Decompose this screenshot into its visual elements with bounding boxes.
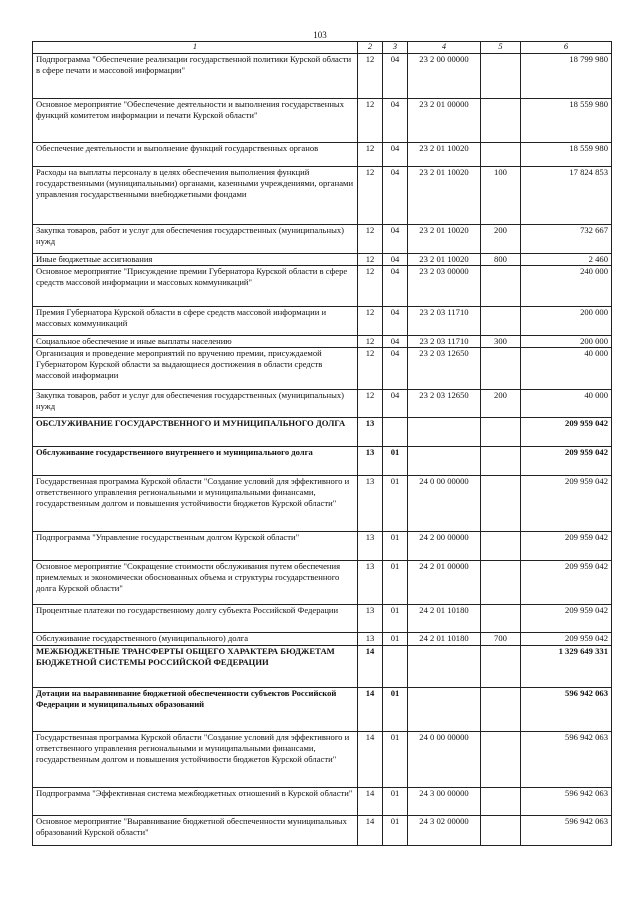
row-amount: 200 000	[521, 307, 612, 336]
table-row	[33, 348, 612, 390]
row-expense-type	[481, 54, 521, 99]
row-amount: 209 959 042	[521, 418, 612, 447]
row-amount: 209 959 042	[521, 633, 612, 646]
row-expense-type	[481, 143, 521, 167]
row-target-item: 23 2 03 12650	[408, 348, 481, 390]
table-row	[33, 418, 612, 447]
table-row	[33, 476, 612, 532]
row-amount: 596 942 063	[521, 732, 612, 788]
column-number-row	[33, 42, 612, 54]
row-name: Подпрограмма "Обеспечение реализации государственной политики Курской области в сфере печати и массовой информации"	[33, 54, 358, 99]
row-section: 13	[358, 605, 383, 633]
row-expense-type: 300	[481, 336, 521, 348]
row-section: 14	[358, 816, 383, 846]
row-name: Организация и проведение мероприятий по вручению премии, присуждаемой Губернатором Курской области за выдающиеся достижения в области средств массовой информации	[33, 348, 358, 390]
table-row	[33, 816, 612, 846]
row-subsection: 01	[383, 532, 408, 561]
row-name: Обслуживание государственного внутреннего и муниципального долга	[33, 447, 358, 476]
row-section: 14	[358, 646, 383, 688]
row-target-item: 23 2 01 10020	[408, 167, 481, 225]
row-subsection: 01	[383, 732, 408, 788]
table-row	[33, 266, 612, 307]
col-header-section: 2	[358, 42, 383, 54]
table-row	[33, 336, 612, 348]
row-expense-type: 100	[481, 167, 521, 225]
row-subsection	[383, 418, 408, 447]
table-row	[33, 732, 612, 788]
row-expense-type	[481, 605, 521, 633]
row-section: 12	[358, 390, 383, 418]
row-amount: 1 329 649 331	[521, 646, 612, 688]
row-section: 12	[358, 225, 383, 254]
row-section: 13	[358, 476, 383, 532]
row-section: 13	[358, 561, 383, 605]
table-row	[33, 307, 612, 336]
table-row	[33, 688, 612, 732]
row-expense-type: 800	[481, 254, 521, 266]
table-row	[33, 532, 612, 561]
row-target-item: 23 2 03 12650	[408, 390, 481, 418]
row-amount: 209 959 042	[521, 561, 612, 605]
row-target-item: 23 2 01 10020	[408, 143, 481, 167]
budget-table	[32, 41, 612, 846]
row-section: 14	[358, 688, 383, 732]
row-section: 12	[358, 167, 383, 225]
row-name: Обеспечение деятельности и выполнение функций государственных органов	[33, 143, 358, 167]
row-section: 12	[358, 254, 383, 266]
row-section: 13	[358, 532, 383, 561]
row-target-item: 24 2 01 10180	[408, 633, 481, 646]
row-section: 12	[358, 307, 383, 336]
col-header-target-item: 4	[408, 42, 481, 54]
page-number: 103	[313, 30, 327, 40]
row-amount: 2 460	[521, 254, 612, 266]
row-expense-type: 200	[481, 390, 521, 418]
row-subsection: 04	[383, 254, 408, 266]
row-subsection: 04	[383, 348, 408, 390]
row-target-item: 23 2 03 11710	[408, 336, 481, 348]
row-name: Социальное обеспечение и иные выплаты населению	[33, 336, 358, 348]
row-section: 12	[358, 266, 383, 307]
table-row	[33, 254, 612, 266]
row-name: Обслуживание государственного (муниципального) долга	[33, 633, 358, 646]
row-name: Основное мероприятие "Сокращение стоимости обслуживания путем обеспечения приемлемых и экономически обоснованных объема и структуры государственного долга Курской области"	[33, 561, 358, 605]
row-amount: 18 799 980	[521, 54, 612, 99]
row-name: МЕЖБЮДЖЕТНЫЕ ТРАНСФЕРТЫ ОБЩЕГО ХАРАКТЕРА БЮДЖЕТАМ БЮДЖЕТНОЙ СИСТЕМЫ РОССИЙСКОЙ ФЕДЕРАЦИИ	[33, 646, 358, 688]
row-expense-type	[481, 561, 521, 605]
table-row	[33, 143, 612, 167]
row-expense-type	[481, 646, 521, 688]
table-row	[33, 54, 612, 99]
row-expense-type	[481, 307, 521, 336]
row-subsection: 01	[383, 633, 408, 646]
row-section: 12	[358, 336, 383, 348]
table-row	[33, 167, 612, 225]
col-header-name: 1	[33, 42, 358, 54]
row-name: Подпрограмма "Эффективная система межбюджетных отношений в Курской области"	[33, 788, 358, 816]
row-expense-type	[481, 418, 521, 447]
row-subsection: 04	[383, 99, 408, 143]
row-subsection: 04	[383, 225, 408, 254]
row-subsection: 04	[383, 143, 408, 167]
row-name: Подпрограмма "Управление государственным долгом Курской области"	[33, 532, 358, 561]
table-row	[33, 605, 612, 633]
row-section: 12	[358, 348, 383, 390]
row-target-item: 24 2 01 10180	[408, 605, 481, 633]
row-amount: 240 000	[521, 266, 612, 307]
row-amount: 596 942 063	[521, 788, 612, 816]
row-subsection: 04	[383, 54, 408, 99]
row-subsection: 01	[383, 561, 408, 605]
row-name: Основное мероприятие "Обеспечение деятельности и выполнения государственных функций комитетом информации и печати Курской области"	[33, 99, 358, 143]
table-row	[33, 788, 612, 816]
row-amount: 209 959 042	[521, 605, 612, 633]
row-target-item: 23 2 03 00000	[408, 266, 481, 307]
row-name: Дотации на выравнивание бюджетной обеспеченности субъектов Российской Федерации и муниципальных образований	[33, 688, 358, 732]
col-header-subsection: 3	[383, 42, 408, 54]
row-target-item	[408, 447, 481, 476]
row-subsection: 04	[383, 307, 408, 336]
row-subsection: 01	[383, 605, 408, 633]
table-row	[33, 99, 612, 143]
row-target-item	[408, 418, 481, 447]
row-subsection: 01	[383, 688, 408, 732]
row-section: 12	[358, 143, 383, 167]
row-subsection	[383, 646, 408, 688]
row-amount: 732 667	[521, 225, 612, 254]
row-amount: 17 824 853	[521, 167, 612, 225]
row-target-item: 24 2 00 00000	[408, 532, 481, 561]
table-row	[33, 646, 612, 688]
row-subsection: 01	[383, 788, 408, 816]
row-section: 13	[358, 447, 383, 476]
row-amount: 209 959 042	[521, 476, 612, 532]
row-amount: 40 000	[521, 348, 612, 390]
table-row	[33, 447, 612, 476]
row-name: Расходы на выплаты персоналу в целях обеспечения выполнения функций государственными (муниципальными) органами, казенными учреждениями, органами управления государственными внебюджетными фондами	[33, 167, 358, 225]
row-name: Закупка товаров, работ и услуг для обеспечения государственных (муниципальных) нужд	[33, 390, 358, 418]
row-section: 13	[358, 418, 383, 447]
row-section: 12	[358, 54, 383, 99]
row-section: 14	[358, 732, 383, 788]
row-expense-type	[481, 816, 521, 846]
row-subsection: 01	[383, 447, 408, 476]
row-name: Закупка товаров, работ и услуг для обеспечения государственных (муниципальных) нужд	[33, 225, 358, 254]
row-target-item: 24 3 02 00000	[408, 816, 481, 846]
row-target-item: 23 2 01 10020	[408, 254, 481, 266]
row-section: 12	[358, 99, 383, 143]
row-amount: 596 942 063	[521, 688, 612, 732]
col-header-expense-type: 5	[481, 42, 521, 54]
row-amount: 209 959 042	[521, 447, 612, 476]
row-target-item	[408, 646, 481, 688]
row-expense-type	[481, 532, 521, 561]
row-subsection: 04	[383, 167, 408, 225]
row-expense-type: 200	[481, 225, 521, 254]
row-name: Основное мероприятие "Выравнивание бюджетной обеспеченности муниципальных образований Курской области"	[33, 816, 358, 846]
row-amount: 200 000	[521, 336, 612, 348]
row-expense-type: 700	[481, 633, 521, 646]
row-amount: 40 000	[521, 390, 612, 418]
row-amount: 596 942 063	[521, 816, 612, 846]
row-expense-type	[481, 688, 521, 732]
row-expense-type	[481, 99, 521, 143]
row-target-item: 23 2 01 00000	[408, 99, 481, 143]
row-expense-type	[481, 732, 521, 788]
table-row	[33, 225, 612, 254]
row-target-item: 23 2 01 10020	[408, 225, 481, 254]
row-amount: 18 559 980	[521, 99, 612, 143]
row-name: Процентные платежи по государственному долгу субъекта Российской Федерации	[33, 605, 358, 633]
row-expense-type	[481, 266, 521, 307]
row-expense-type	[481, 476, 521, 532]
row-expense-type	[481, 447, 521, 476]
table-row	[33, 390, 612, 418]
row-target-item: 23 2 03 11710	[408, 307, 481, 336]
row-target-item: 23 2 00 00000	[408, 54, 481, 99]
row-name: Государственная программа Курской области "Создание условий для эффективного и ответственного управления региональными и муниципальными финансами, государственным долгом и повышения устойчивости бюджетов Курской области"	[33, 476, 358, 532]
row-name: Иные бюджетные ассигнования	[33, 254, 358, 266]
row-section: 14	[358, 788, 383, 816]
row-amount: 18 559 980	[521, 143, 612, 167]
row-amount: 209 959 042	[521, 532, 612, 561]
row-name: ОБСЛУЖИВАНИЕ ГОСУДАРСТВЕННОГО И МУНИЦИПАЛЬНОГО ДОЛГА	[33, 418, 358, 447]
table-row	[33, 633, 612, 646]
row-target-item: 24 3 00 00000	[408, 788, 481, 816]
row-section: 13	[358, 633, 383, 646]
row-subsection: 04	[383, 336, 408, 348]
row-target-item: 24 2 01 00000	[408, 561, 481, 605]
col-header-amount: 6	[521, 42, 612, 54]
row-subsection: 01	[383, 476, 408, 532]
row-name: Государственная программа Курской области "Создание условий для эффективного и ответственного управления региональными и муниципальными финансами, государственным долгом и повышения устойчивости бюджетов Курской области"	[33, 732, 358, 788]
row-subsection: 01	[383, 816, 408, 846]
row-expense-type	[481, 788, 521, 816]
row-subsection: 04	[383, 266, 408, 307]
row-name: Премия Губернатора Курской области в сфере средств массовой информации и массовых коммуникаций	[33, 307, 358, 336]
table-body	[33, 54, 612, 846]
row-name: Основное мероприятие "Присуждение премии Губернатора Курской области в сфере средств массовой информации и массовых коммуникаций"	[33, 266, 358, 307]
row-target-item: 24 0 00 00000	[408, 732, 481, 788]
row-target-item: 24 0 00 00000	[408, 476, 481, 532]
row-target-item	[408, 688, 481, 732]
row-expense-type	[481, 348, 521, 390]
row-subsection: 04	[383, 390, 408, 418]
table-row	[33, 561, 612, 605]
